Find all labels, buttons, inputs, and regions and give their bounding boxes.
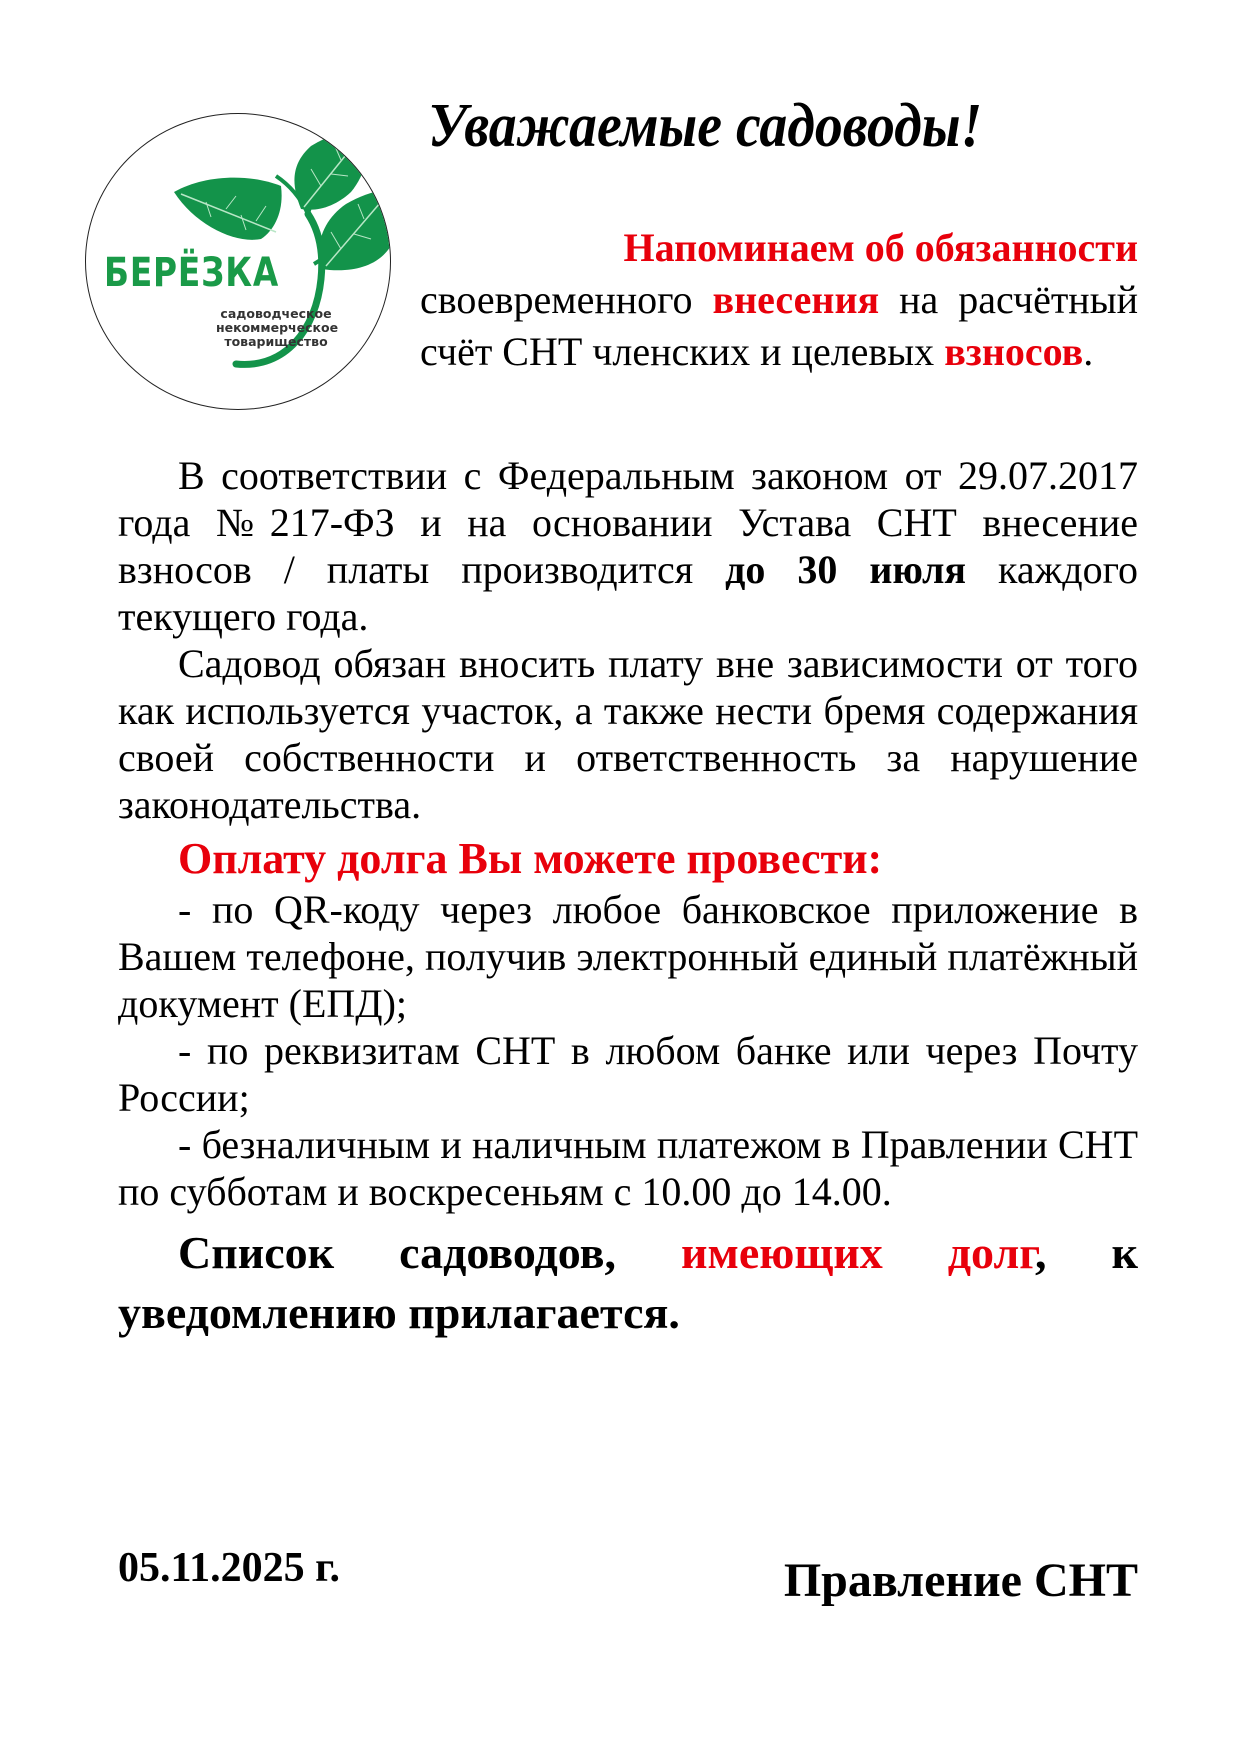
logo-name: БЕРЁЗКА — [104, 250, 280, 296]
law-paragraph — [118, 452, 1138, 640]
body-text — [118, 452, 1138, 1343]
payment-heading: Оплату долга Вы можете провести: — [178, 834, 883, 883]
snt-logo — [85, 113, 391, 410]
closing-text: , к уведомлению прилагается. — [118, 1227, 1138, 1338]
deadline: до 30 июля — [725, 547, 967, 592]
intro-lead: Напоминаем об обязанности — [623, 225, 1138, 270]
law-text: В соответствии с Федеральным законом от 29.07.2017 года №217-ФЗ и на основании Устава СНТ внесение взносов / платы производится — [118, 453, 1138, 592]
signature: Правление СНТ — [783, 1554, 1138, 1607]
page-title: Уважаемые садоводы! — [428, 92, 983, 160]
intro-block — [420, 222, 1138, 378]
obligation-paragraph: Садовод обязан вносить плату вне зависимости от того как используется участок, а также нести бремя содержания своей собственности и ответственность за нарушение законодательства. — [118, 641, 1138, 827]
logo-subtitle-line: товарищество — [224, 334, 328, 349]
payment-option-bank: - по реквизитам СНТ в любом банке или через Почту России; — [118, 1028, 1138, 1120]
closing-text: Список садоводов, — [178, 1227, 681, 1278]
payment-option-qr: - по QR-коду через любое банковское приложение в Вашем телефоне, получив электронный единый платёжный документ (ЕПД); — [118, 887, 1138, 1026]
logo-subtitle — [216, 306, 339, 349]
logo-subtitle-line: некоммерческое — [216, 320, 339, 335]
closing-statement — [118, 1223, 1138, 1343]
logo-subtitle-line: садоводческое — [220, 306, 332, 321]
notice-date: 05.11.2025 г. — [118, 1545, 341, 1591]
law-text: каждого текущего года. — [118, 547, 1138, 639]
intro-text: своевременного — [420, 277, 713, 322]
intro-text: . — [1083, 329, 1094, 374]
intro-text: на расчётный счёт СНТ членских и целевых — [420, 277, 1138, 374]
closing-highlight-debt: имеющих долг — [681, 1227, 1035, 1278]
intro-highlight-payment: внесения — [712, 277, 880, 322]
payment-option-office: - безналичным и наличным платежом в Правлении СНТ по субботам и воскресеньям с 10.00 до 14.00. — [118, 1122, 1138, 1214]
intro-highlight-fees: взносов — [944, 329, 1084, 374]
